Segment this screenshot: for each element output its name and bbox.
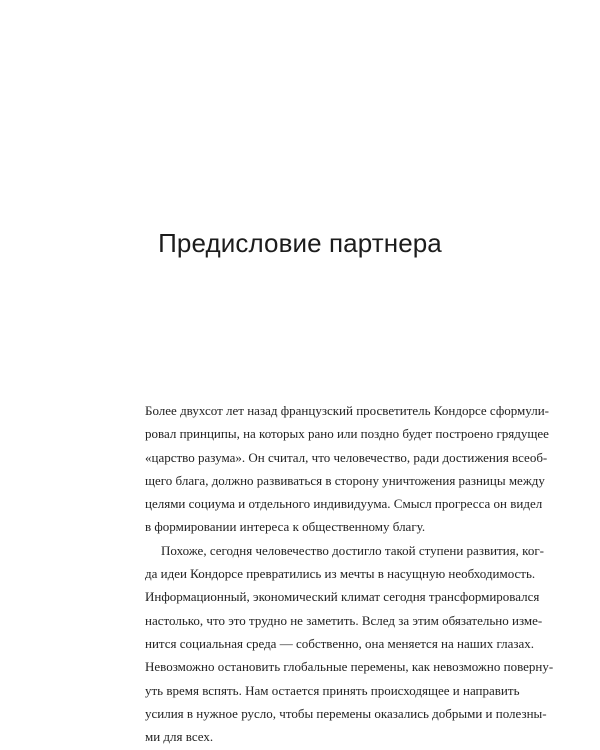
chapter-title: Предисловие партнера xyxy=(158,228,442,258)
text-line: настолько, что это трудно не заметить. Вслед за этим обязательно изме- xyxy=(145,612,543,628)
text-line: усилия в нужное русло, чтобы перемены оказались добрыми и полезны- xyxy=(145,705,547,721)
text-line: да идеи Кондорсе превратились из мечты в насущную необходимость. xyxy=(145,566,536,582)
text-line: ми для всех. xyxy=(145,729,214,745)
text-line: Похоже, сегодня человечество достигло такой ступени развития, ког- xyxy=(161,542,544,558)
text-line: уть время вспять. Нам остается принять происходящее и направить xyxy=(145,682,520,698)
text-line: Информационный, экономический климат сегодня трансформировался xyxy=(145,589,540,605)
paragraph-2 xyxy=(145,539,554,749)
paragraph-1 xyxy=(145,399,549,539)
text-line: нится социальная среда — собственно, она меняется на наших глазах. xyxy=(145,635,535,651)
text-line: целями социума и отдельного индивидуума. Смысл прогресса он видел xyxy=(145,496,543,512)
body-text xyxy=(145,399,554,748)
text-line: Более двухсот лет назад французский просветитель Кондорсе сформули- xyxy=(145,403,549,418)
text-line: ровал принципы, на которых рано или поздно будет построено грядущее xyxy=(145,426,549,442)
text-line: в формировании интереса к общественному благу. xyxy=(145,519,426,535)
text-line: Невозможно остановить глобальные перемены, как невозможно поверну- xyxy=(145,659,554,675)
text-line: «царство разума». Он считал, что человечество, ради достижения всеоб- xyxy=(145,449,548,465)
text-line: щего блага, должно развиваться в сторону уничтожения разницы между xyxy=(145,472,545,488)
